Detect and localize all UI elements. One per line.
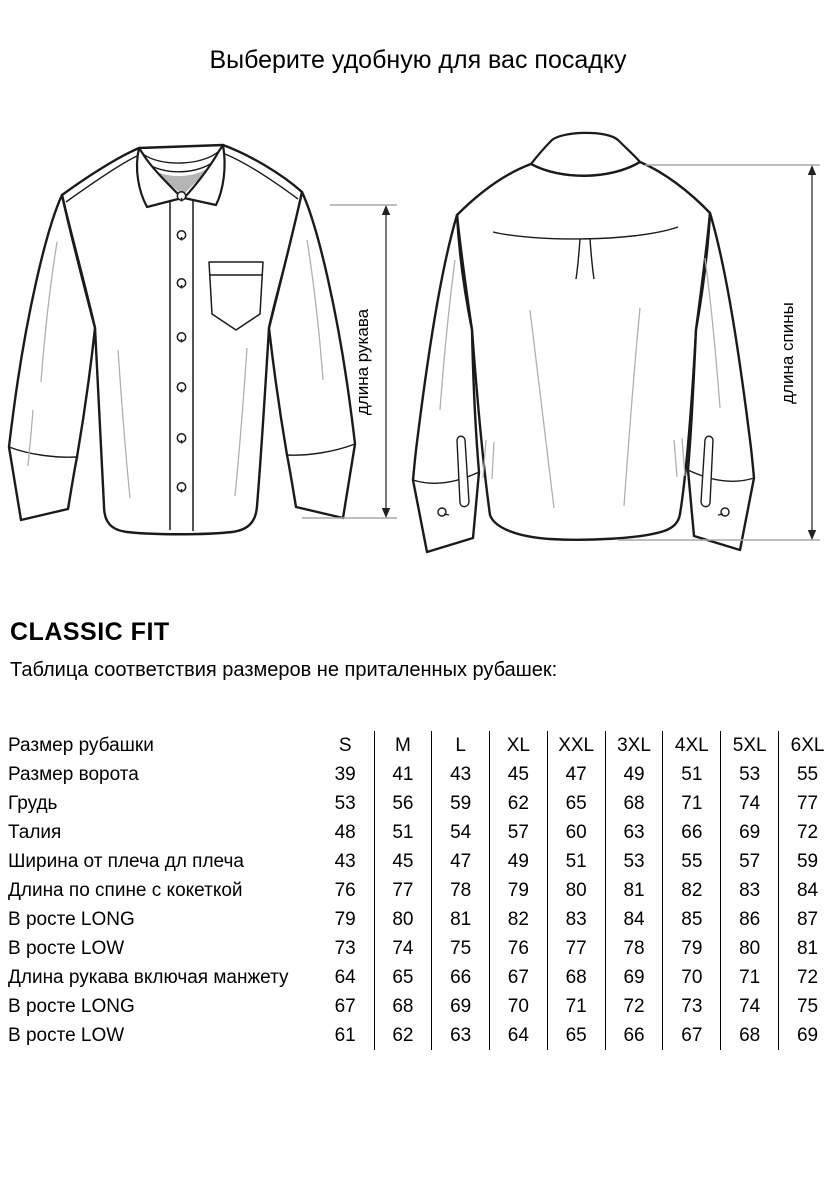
size-value-cell: XXL (547, 731, 605, 760)
size-value-cell: 79 (490, 876, 548, 905)
row-label: Размер ворота (8, 764, 139, 785)
size-value-cell: 59 (432, 789, 490, 818)
size-value-cell: 66 (663, 818, 721, 847)
size-value-cell: 80 (374, 905, 432, 934)
size-value-cell: 75 (432, 934, 490, 963)
row-label: Размер рубашки (8, 735, 154, 756)
size-value-cell: 62 (490, 789, 548, 818)
table-row (8, 905, 836, 934)
size-value-cell: 69 (721, 818, 779, 847)
table-row (8, 876, 836, 905)
size-value-cell: 65 (547, 789, 605, 818)
size-value-cell: 74 (721, 789, 779, 818)
size-value-cell: 72 (779, 818, 836, 847)
size-value-cell: 80 (547, 876, 605, 905)
size-value-cell: 68 (547, 963, 605, 992)
arrow-down-icon (808, 530, 816, 540)
size-value-cell: 60 (547, 818, 605, 847)
row-label: В росте LONG (8, 909, 135, 930)
size-value-cell: 81 (779, 934, 836, 963)
size-value-cell: 3XL (605, 731, 663, 760)
size-value-cell: 81 (432, 905, 490, 934)
size-value-cell: 67 (490, 963, 548, 992)
size-value-cell: 55 (663, 847, 721, 876)
size-value-cell: 51 (374, 818, 432, 847)
size-value-cell: 84 (779, 876, 836, 905)
size-value-cell: 70 (663, 963, 721, 992)
shirt-front-view-drawing (0, 110, 400, 590)
size-value-cell: 68 (605, 789, 663, 818)
size-value-cell: 83 (721, 876, 779, 905)
size-value-cell: 64 (490, 1021, 548, 1050)
size-value-cell: 47 (547, 760, 605, 789)
size-value-cell: 6XL (779, 731, 836, 760)
size-value-cell: 68 (721, 1021, 779, 1050)
size-value-cell: 57 (721, 847, 779, 876)
size-value-cell: 82 (490, 905, 548, 934)
size-value-cell: 79 (663, 934, 721, 963)
size-value-cell: 83 (547, 905, 605, 934)
size-value-cell: XL (490, 731, 548, 760)
size-value-cell: 77 (374, 876, 432, 905)
size-value-cell: 78 (605, 934, 663, 963)
arrow-up-icon (382, 205, 390, 215)
sleeve-length-label: длина рукава (353, 308, 372, 416)
size-value-cell: 49 (605, 760, 663, 789)
size-value-cell: 78 (432, 876, 490, 905)
size-value-cell: 66 (432, 963, 490, 992)
size-value-cell: 4XL (663, 731, 721, 760)
arrow-up-icon (808, 165, 816, 175)
fit-heading: CLASSIC FIT (10, 618, 170, 646)
table-row (8, 847, 836, 876)
size-value-cell: 71 (663, 789, 721, 818)
size-value-cell: 77 (547, 934, 605, 963)
row-label: Длина рукава включая манжету (8, 967, 289, 988)
size-value-cell: 39 (334, 764, 356, 785)
size-value-cell: 77 (779, 789, 836, 818)
size-value-cell: 66 (605, 1021, 663, 1050)
row-label: В росте LOW (8, 938, 125, 959)
size-value-cell: 86 (721, 905, 779, 934)
size-value-cell: 63 (432, 1021, 490, 1050)
size-value-cell: 48 (334, 822, 356, 843)
size-value-cell: 73 (334, 938, 356, 959)
row-label: Длина по спине с кокеткой (8, 880, 243, 901)
size-value-cell: 72 (605, 992, 663, 1021)
size-value-cell: 76 (490, 934, 548, 963)
table-row (8, 760, 836, 789)
page-title: Выберите удобную для вас посадку (209, 46, 627, 74)
size-value-cell: 76 (334, 880, 356, 901)
row-label: Ширина от плеча дл плеча (8, 851, 244, 872)
back-length-label: длина спины (778, 302, 797, 404)
row-label: В росте LOW (8, 1025, 125, 1046)
size-value-cell: 47 (432, 847, 490, 876)
size-value-cell: S (338, 735, 352, 756)
size-value-cell: 81 (605, 876, 663, 905)
size-value-cell: 67 (663, 1021, 721, 1050)
size-value-cell: 61 (334, 1025, 356, 1046)
size-value-cell: 54 (432, 818, 490, 847)
size-value-cell: 80 (721, 934, 779, 963)
table-subtitle: Таблица соответствия размеров не приталенных рубашек: (10, 659, 558, 681)
size-table-body (8, 731, 836, 1050)
size-value-cell: 65 (547, 1021, 605, 1050)
size-value-cell: 68 (374, 992, 432, 1021)
size-value-cell: 62 (374, 1021, 432, 1050)
size-value-cell: 71 (721, 963, 779, 992)
size-value-cell: 45 (490, 760, 548, 789)
size-value-cell: 87 (779, 905, 836, 934)
table-row (8, 1021, 836, 1050)
row-label: В росте LONG (8, 996, 135, 1017)
size-value-cell: 63 (605, 818, 663, 847)
size-value-cell: L (432, 731, 490, 760)
size-value-cell: 84 (605, 905, 663, 934)
size-value-cell: 72 (779, 963, 836, 992)
size-value-cell: 53 (605, 847, 663, 876)
row-label: Талия (8, 822, 62, 843)
row-label: Грудь (8, 793, 58, 814)
size-value-cell: 69 (779, 1021, 836, 1050)
size-value-cell: M (374, 731, 432, 760)
size-value-cell: 43 (432, 760, 490, 789)
size-value-cell: 79 (334, 909, 356, 930)
shirt-back-body (457, 162, 710, 540)
size-value-cell: 74 (374, 934, 432, 963)
size-value-cell: 75 (779, 992, 836, 1021)
size-value-cell: 51 (547, 847, 605, 876)
size-value-cell: 70 (490, 992, 548, 1021)
size-value-cell: 49 (490, 847, 548, 876)
size-value-cell: 59 (779, 847, 836, 876)
size-value-cell: 65 (374, 963, 432, 992)
table-row (8, 731, 836, 760)
table-row (8, 818, 836, 847)
size-value-cell: 5XL (721, 731, 779, 760)
size-value-cell: 67 (334, 996, 356, 1017)
arrow-down-icon (382, 508, 390, 518)
size-value-cell: 55 (779, 760, 836, 789)
size-value-cell: 57 (490, 818, 548, 847)
size-value-cell: 71 (547, 992, 605, 1021)
size-value-cell: 51 (663, 760, 721, 789)
size-value-cell: 73 (663, 992, 721, 1021)
table-row (8, 789, 836, 818)
table-row (8, 934, 836, 963)
size-value-cell: 43 (334, 851, 356, 872)
size-value-cell: 69 (432, 992, 490, 1021)
size-value-cell: 85 (663, 905, 721, 934)
size-value-cell: 69 (605, 963, 663, 992)
size-value-cell: 53 (721, 760, 779, 789)
size-table (8, 731, 836, 1050)
size-value-cell: 64 (334, 967, 356, 988)
size-value-cell: 41 (374, 760, 432, 789)
size-value-cell: 74 (721, 992, 779, 1021)
size-value-cell: 56 (374, 789, 432, 818)
table-row (8, 963, 836, 992)
size-value-cell: 45 (374, 847, 432, 876)
size-value-cell: 53 (334, 793, 356, 814)
table-row (8, 992, 836, 1021)
shirt-back-view-drawing (400, 110, 836, 590)
size-value-cell: 82 (663, 876, 721, 905)
